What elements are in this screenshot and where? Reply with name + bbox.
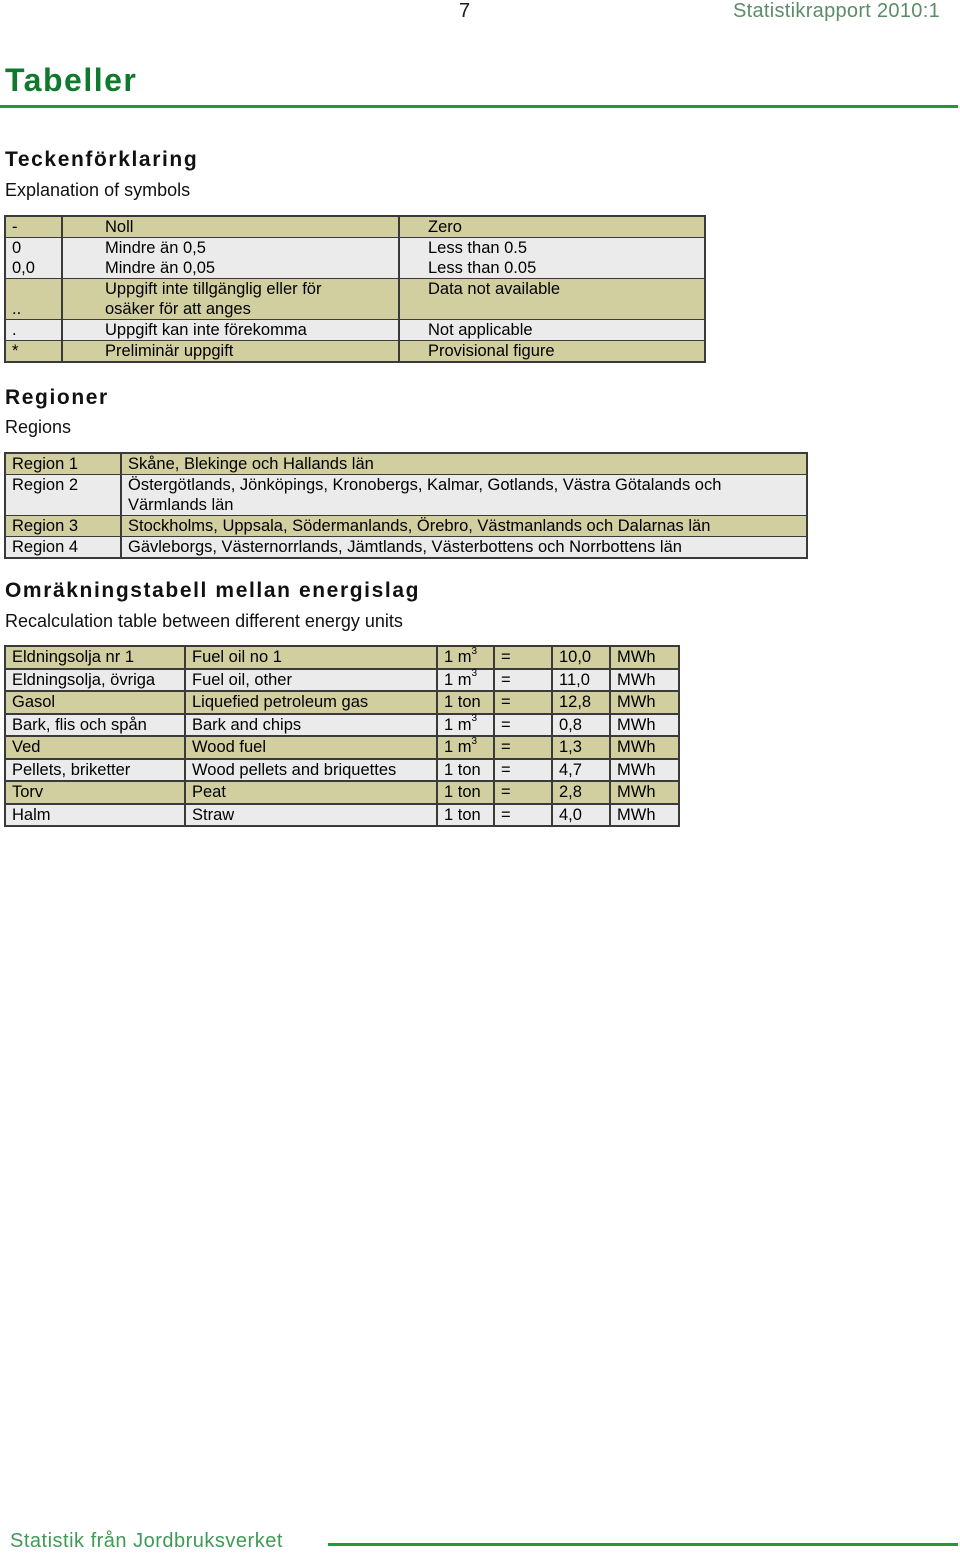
fuel-english: Wood fuel [185, 736, 437, 759]
page-title: Tabeller [5, 62, 138, 98]
fuel-swedish: Torv [5, 781, 185, 804]
table-row [5, 279, 705, 320]
table-row [5, 669, 679, 692]
footer-rule [328, 1543, 958, 1546]
title-rule [0, 105, 958, 108]
superscript: 3 [471, 668, 478, 679]
energy-unit: MWh [610, 669, 679, 692]
superscript: 3 [471, 735, 478, 747]
energy-value: 4,0 [552, 804, 610, 827]
energy-unit: MWh [610, 646, 679, 669]
table-row [5, 691, 679, 714]
fuel-swedish: Eldningsolja nr 1 [5, 646, 185, 669]
english-cell: Zero [399, 216, 705, 238]
energy-value: 4,7 [552, 759, 610, 782]
table-row [5, 320, 705, 341]
fuel-amount: 1 ton [437, 691, 494, 714]
table-row [5, 453, 807, 475]
table-row [5, 714, 679, 737]
equals-sign: = [494, 736, 552, 759]
equals-sign: = [494, 714, 552, 737]
energy-value: 11,0 [552, 669, 610, 692]
superscript: 3 [471, 713, 478, 724]
table-row [5, 759, 679, 782]
energy-unit: MWh [610, 736, 679, 759]
equals-sign: = [494, 804, 552, 827]
table-row [5, 804, 679, 827]
superscript: 3 [471, 645, 478, 657]
region-name: Region 3 [5, 516, 121, 537]
english-cell: Data not available [399, 279, 705, 320]
region-name: Region 4 [5, 537, 121, 559]
recalc-subheading: Recalculation table between different energy units [5, 611, 403, 631]
table-row [5, 216, 705, 238]
english-cell: Provisional figure [399, 341, 705, 363]
symbol-cell: .. [5, 279, 62, 320]
swedish-cell: Preliminär uppgift [62, 341, 399, 363]
energy-value: 10,0 [552, 646, 610, 669]
regions-heading: Regioner [5, 386, 109, 409]
symbols-table [4, 215, 706, 363]
fuel-amount: 1 $m^3$ [437, 714, 494, 737]
fuel-english: Straw [185, 804, 437, 827]
energy-unit: MWh [610, 714, 679, 737]
english-cell: Less than 0.05 [428, 259, 537, 277]
region-counties: Gävleborgs, Västernorrlands, Jämtlands, Västerbottens och Norrbottens län [121, 537, 807, 559]
energy-value: 1,3 [552, 736, 610, 759]
fuel-amount: 1 ton [437, 781, 494, 804]
table-row [5, 516, 807, 537]
equals-sign: = [494, 646, 552, 669]
report-id: Statistikrapport 2010:1 [732, 0, 940, 22]
fuel-english: Liquefied petroleum gas [185, 691, 437, 714]
regions-table [4, 452, 808, 559]
recalc-table [4, 645, 680, 827]
energy-value: 0,8 [552, 714, 610, 737]
energy-unit: MWh [610, 781, 679, 804]
equals-sign: = [494, 669, 552, 692]
swedish-cell: Mindre än 0,05 [105, 259, 216, 277]
english-cell: Not applicable [399, 320, 705, 341]
symbols-heading: Teckenförklaring [5, 148, 199, 171]
energy-value: 12,8 [552, 691, 610, 714]
fuel-amount: 1 $m^3$ [437, 669, 494, 692]
energy-unit: MWh [610, 759, 679, 782]
english-cell: Less than 0.5 [428, 239, 528, 257]
energy-unit: MWh [610, 804, 679, 827]
region-counties: Stockholms, Uppsala, Södermanlands, Örebro, Västmanlands och Dalarnas län [121, 516, 807, 537]
fuel-english: Wood pellets and briquettes [185, 759, 437, 782]
table-row [5, 736, 679, 759]
symbol-cell: . [5, 320, 62, 341]
table-row [5, 475, 807, 516]
symbol-cell: 0 [12, 239, 22, 257]
table-row [5, 537, 807, 559]
region-counties: Östergötlands, Jönköpings, Kronobergs, Kalmar, Gotlands, Västra Götalands och Värmlands län [121, 475, 807, 516]
fuel-swedish: Halm [5, 804, 185, 827]
fuel-swedish: Gasol [5, 691, 185, 714]
symbol-cell: * [5, 341, 62, 363]
equals-sign: = [494, 691, 552, 714]
equals-sign: = [494, 759, 552, 782]
fuel-english: Fuel oil no 1 [185, 646, 437, 669]
fuel-english: Bark and chips [185, 714, 437, 737]
fuel-english: Fuel oil, other [185, 669, 437, 692]
symbols-subheading: Explanation of symbols [5, 180, 191, 200]
table-row [5, 341, 705, 363]
swedish-cell: Noll [62, 216, 399, 238]
swedish-cell: osäker för att anges [105, 300, 251, 318]
recalc-heading: Omräkningstabell mellan energislag [5, 579, 421, 602]
table-row [5, 781, 679, 804]
swedish-cell: Uppgift inte tillgänglig eller för [105, 280, 322, 298]
symbol-cell: 0,0 [12, 259, 35, 277]
region-name: Region 1 [5, 453, 121, 475]
fuel-swedish: Eldningsolja, övriga [5, 669, 185, 692]
fuel-swedish: Ved [5, 736, 185, 759]
region-counties: Skåne, Blekinge och Hallands län [121, 453, 807, 475]
table-row [5, 238, 705, 279]
fuel-english: Peat [185, 781, 437, 804]
equals-sign: = [494, 781, 552, 804]
table-row [5, 646, 679, 669]
fuel-amount: 1 $m^3$ [437, 646, 494, 669]
fuel-amount: 1 ton [437, 759, 494, 782]
energy-value: 2,8 [552, 781, 610, 804]
fuel-amount: 1 $m^3$ [437, 736, 494, 759]
region-name: Region 2 [5, 475, 121, 516]
footer-publisher: Statistik från Jordbruksverket [10, 1530, 283, 1552]
swedish-cell: Mindre än 0,5 [105, 239, 206, 257]
symbol-cell: - [5, 216, 62, 238]
swedish-cell: Uppgift kan inte förekomma [62, 320, 399, 341]
regions-subheading: Regions [5, 417, 72, 437]
fuel-swedish: Bark, flis och spån [5, 714, 185, 737]
fuel-swedish: Pellets, briketter [5, 759, 185, 782]
page-number: 7 [459, 0, 471, 22]
energy-unit: MWh [610, 691, 679, 714]
fuel-amount: 1 ton [437, 804, 494, 827]
